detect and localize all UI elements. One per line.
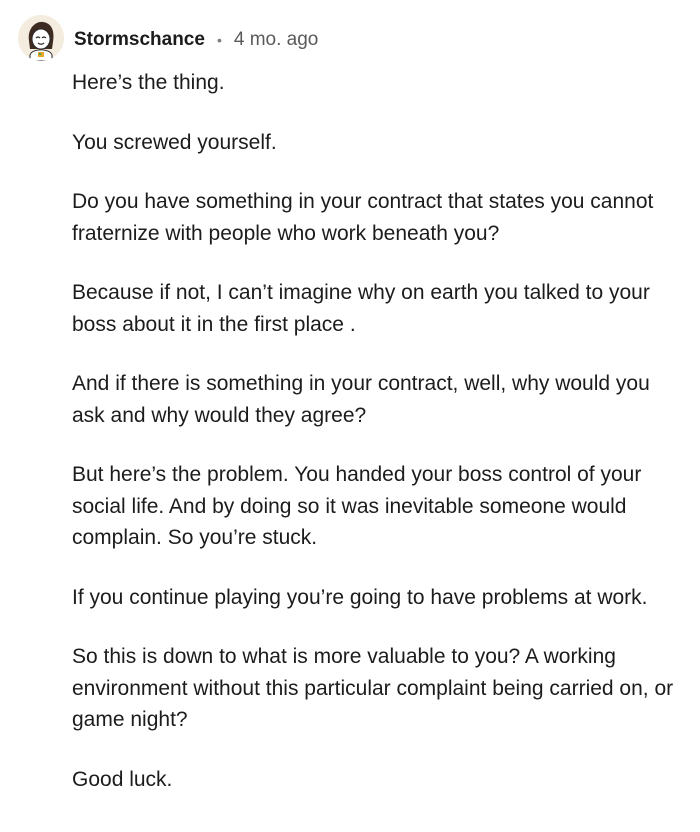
comment-paragraph: But here’s the problem. You handed your boss control of your social life. And by doing so it was inevitable someone would complain. So you’re stuck. (72, 463, 642, 549)
comment-paragraph: And if there is something in your contract, well, why would you ask and why would they agree? (72, 372, 650, 427)
comment-meta (74, 29, 318, 51)
comment-body (72, 67, 684, 823)
meta-separator: • (216, 32, 222, 48)
comment-paragraph: If you continue playing you’re going to have problems at work. (72, 585, 648, 609)
comment-paragraph: Here’s the thing. (72, 71, 225, 94)
username-link[interactable]: Stormschance (74, 29, 205, 50)
comment-paragraph: Do you have something in your contract that states you cannot fraternize with people who work beneath you? (72, 190, 654, 245)
comment-paragraph: Good luck. (72, 767, 173, 791)
user-avatar-icon[interactable] (18, 15, 64, 61)
comment-header (18, 10, 318, 66)
comment-paragraph: So this is down to what is more valuable to you? A working environment without this particular complaint being carried on, or game night? (72, 645, 674, 731)
comment-paragraph: Because if not, I can’t imagine why on earth you talked to your boss about it in the first place . (72, 281, 650, 336)
comment-timestamp[interactable]: 4 mo. ago (233, 29, 319, 50)
comment-paragraph: You screwed yourself. (72, 130, 277, 154)
